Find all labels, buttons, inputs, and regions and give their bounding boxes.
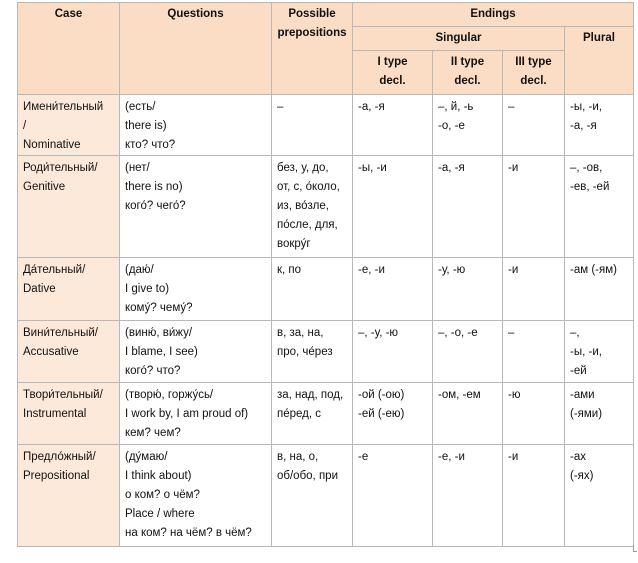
questions-cell — [120, 445, 272, 547]
cell-line: -ом, -ем — [438, 389, 481, 401]
cell-line: there is) — [125, 120, 167, 132]
cell-line: -е — [358, 451, 369, 463]
cell-line: кем? чем? — [125, 427, 181, 439]
decl3-ending-cell — [503, 321, 565, 383]
prepositions-cell — [272, 258, 353, 321]
cell-line: кого́? что? — [125, 365, 181, 377]
cell-line: Предло́жный/ — [23, 451, 96, 463]
case-cell — [18, 383, 120, 445]
decl1-ending-cell — [353, 258, 433, 321]
cell-line: -и — [508, 264, 519, 276]
cell-line: про, че́рез — [277, 346, 333, 358]
cell-line: -ев, -ей — [570, 181, 610, 193]
cell-line: I blame, I see) — [125, 346, 198, 358]
questions-cell — [120, 383, 272, 445]
questions-cell — [120, 156, 272, 258]
cell-line: (-ях) — [570, 470, 594, 482]
cell-line: – — [508, 101, 515, 113]
plural-ending-cell — [565, 95, 634, 156]
cell-line: Accusative — [23, 346, 79, 358]
header-decl-line: III type — [515, 56, 552, 68]
cell-line: there is no) — [125, 181, 183, 193]
header-decl-line: decl. — [520, 75, 547, 87]
decl1-ending-cell — [353, 321, 433, 383]
cell-line: – — [508, 327, 515, 339]
questions-cell — [120, 95, 272, 156]
cell-line: кому́? чему́? — [125, 302, 193, 314]
cell-line: от, с, о́коло, — [277, 181, 340, 193]
cell-line: Вини́тельный/ — [23, 327, 98, 339]
cell-line: по́сле, для, — [277, 219, 338, 231]
header-decl-line: decl. — [454, 75, 481, 87]
cell-line: -ей — [570, 365, 587, 377]
cell-line: Prepositional — [23, 470, 90, 482]
case-endings-table — [17, 2, 634, 547]
decl1-ending-cell — [353, 95, 433, 156]
cell-line: в, на, о, — [277, 451, 319, 463]
prepositions-cell — [272, 383, 353, 445]
header-plural: Plural — [565, 27, 634, 95]
cell-line: кто? что? — [125, 139, 176, 151]
table-row — [18, 156, 634, 258]
decl2-ending-cell — [433, 321, 503, 383]
decl2-ending-cell — [433, 383, 503, 445]
cell-line: -а, -я — [570, 120, 597, 132]
header-decl-2 — [433, 51, 503, 95]
header-prepositions — [272, 3, 353, 95]
cell-line: -и — [508, 162, 519, 174]
cell-line: -ы, -и, — [570, 346, 602, 358]
header-endings: Endings — [353, 3, 634, 27]
case-cell — [18, 258, 120, 321]
table-row — [18, 383, 634, 445]
cell-line: -е, -и — [358, 264, 385, 276]
table-row — [18, 445, 634, 547]
header-singular: Singular — [353, 27, 565, 51]
decl2-ending-cell — [433, 445, 503, 547]
plural-ending-cell — [565, 156, 634, 258]
cell-line: -е, -и — [438, 451, 465, 463]
header-decl-line: I type — [377, 56, 408, 68]
case-cell — [18, 321, 120, 383]
cell-line: –, -у, -ю — [358, 327, 399, 339]
cell-line: -ы, -и, — [570, 101, 602, 113]
cell-line: (виню́, ви́жу/ — [125, 327, 193, 339]
decl1-ending-cell — [353, 383, 433, 445]
header-prepositions-line: Possible — [288, 8, 336, 20]
case-cell — [18, 95, 120, 156]
plural-ending-cell — [565, 383, 634, 445]
cell-line: -о, -е — [438, 120, 465, 132]
header-decl-3 — [503, 51, 565, 95]
cell-line: – — [277, 101, 284, 113]
cell-line: -ей (-ею) — [358, 408, 405, 420]
header-questions: Questions — [120, 3, 272, 95]
case-cell — [18, 156, 120, 258]
prepositions-cell — [272, 321, 353, 383]
cell-line: -ой (-ою) — [358, 389, 405, 401]
cell-line: I work by, I am proud of) — [125, 408, 249, 420]
cell-line: -а, -я — [358, 101, 385, 113]
table-row — [18, 258, 634, 321]
cell-line: -ю — [508, 389, 521, 401]
cell-line: пе́ред, с — [277, 408, 322, 420]
cell-line: Genitive — [23, 181, 66, 193]
case-cell — [18, 445, 120, 547]
cell-line: кого́? чего́? — [125, 200, 186, 212]
cell-line: из, во́зле, — [277, 200, 329, 212]
cell-line: на ком? на чём? в чём? — [125, 527, 252, 539]
cell-line: к, по — [277, 264, 302, 276]
cell-line: без, у, до, — [277, 162, 329, 174]
cell-line: –, — [570, 327, 580, 339]
cell-line: за, над, под, — [277, 389, 344, 401]
cell-line: –, -о, -е — [438, 327, 478, 339]
cell-line: -ам (-ям) — [570, 264, 617, 276]
decl1-ending-cell — [353, 156, 433, 258]
cell-line: в, за, на, — [277, 327, 324, 339]
cell-line: Твори́тельный/ — [23, 389, 103, 401]
prepositions-cell — [272, 445, 353, 547]
plural-ending-cell — [565, 258, 634, 321]
decl2-ending-cell — [433, 95, 503, 156]
header-decl-line: decl. — [379, 75, 406, 87]
table-row — [18, 95, 634, 156]
decl3-ending-cell — [503, 383, 565, 445]
decl1-ending-cell — [353, 445, 433, 547]
cell-line: Dative — [23, 283, 56, 295]
cell-line: вокру́г — [277, 238, 311, 250]
header-case: Case — [18, 3, 120, 95]
header-decl-line: II type — [450, 56, 485, 68]
decl2-ending-cell — [433, 258, 503, 321]
cell-line: -ах — [570, 451, 586, 463]
cell-line: I think about) — [125, 470, 192, 482]
cell-line: -а, -я — [438, 162, 465, 174]
cell-line: (даю́/ — [125, 264, 154, 276]
cell-line: Имени́тельный — [23, 101, 104, 113]
cell-line: об/обо, при — [277, 470, 338, 482]
cell-line: (-ями) — [570, 408, 603, 420]
page-corner-mark — [633, 545, 637, 552]
cell-line: -и — [508, 451, 519, 463]
plural-ending-cell — [565, 321, 634, 383]
header-decl-1 — [353, 51, 433, 95]
cell-line: (есть/ — [125, 101, 156, 113]
cell-line: Instrumental — [23, 408, 87, 420]
questions-cell — [120, 321, 272, 383]
cell-line: -ы, -и — [358, 162, 387, 174]
cell-line: -у, -ю — [438, 264, 466, 276]
cell-line: (творю́, горжу́сь/ — [125, 389, 214, 401]
cell-line: (нет/ — [125, 162, 150, 174]
cell-line: о ком? о чём? — [125, 489, 200, 501]
decl3-ending-cell — [503, 156, 565, 258]
table-row — [18, 321, 634, 383]
cell-line: –, й, -ь — [438, 101, 474, 113]
cell-line: / — [23, 120, 27, 132]
cell-line: Nominative — [23, 139, 81, 151]
cell-line: Роди́тельный/ — [23, 162, 98, 174]
cell-line: I give to) — [125, 283, 170, 295]
header-prepositions-line: prepositions — [277, 27, 347, 39]
cell-line: (ду́маю/ — [125, 451, 168, 463]
cell-line: –, -ов, — [570, 162, 603, 174]
prepositions-cell — [272, 156, 353, 258]
header-row-1 — [18, 3, 634, 27]
cell-line: Place / where — [125, 508, 195, 520]
decl2-ending-cell — [433, 156, 503, 258]
decl3-ending-cell — [503, 258, 565, 321]
decl3-ending-cell — [503, 445, 565, 547]
prepositions-cell — [272, 95, 353, 156]
cell-line: -ами — [570, 389, 595, 401]
questions-cell — [120, 258, 272, 321]
decl3-ending-cell — [503, 95, 565, 156]
cell-line: Да́тельный/ — [23, 264, 86, 276]
plural-ending-cell — [565, 445, 634, 547]
table-body — [18, 95, 634, 547]
